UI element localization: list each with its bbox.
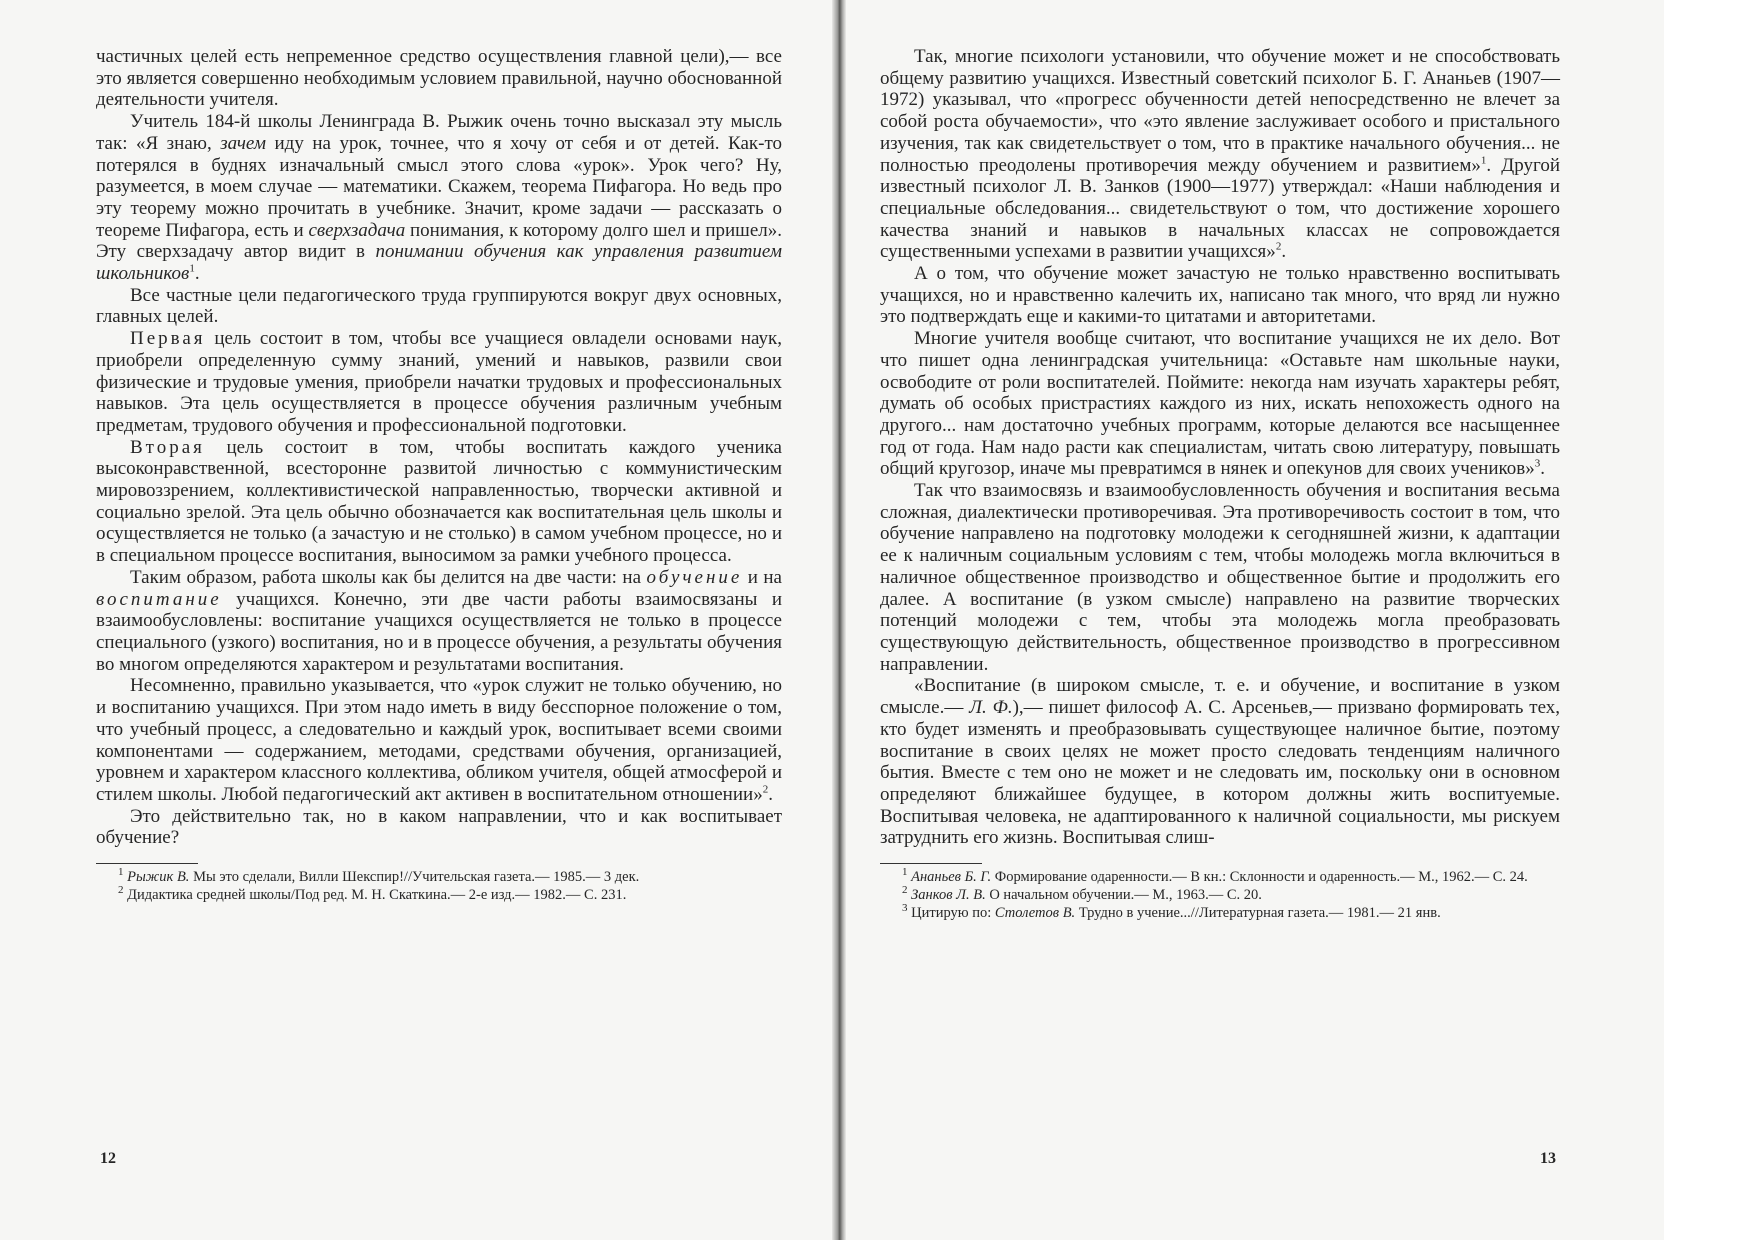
footnote-1 <box>96 868 782 886</box>
right-paragraph-5 <box>880 675 1560 849</box>
text: понимания, к которому долго шел и пришел». Эту сверхзадачу автор видит в <box>96 219 782 263</box>
footnote-1 <box>880 868 1560 886</box>
right-paragraph-1 <box>880 46 1560 263</box>
text: иду на урок, точнее, что я хочу от себя и от детей. Как-то потерялся в буднях изначальный смысл этого слова «урок». Урок чего? Ну, разумеется, в моем случае — математики. Скажем, теорема Пифагора. Но ведь про эту теорему можно прочитать в учебнике. Значит, кроме задачи — рассказать о теореме Пифагора, есть и <box>96 132 783 241</box>
footnote-2 <box>880 886 1560 904</box>
text: учащихся. Конечно, эти две части работы взаимосвязаны и взаимообусловлены: воспитание учащихся осуществляется не только в процессе специального (узкого) воспитания, но и в процессе обучения, а результаты обучения во многом определяются характером и результатами воспитания. <box>96 588 782 675</box>
footnote-author: Столетов В. <box>994 905 1076 922</box>
italic-text: воспитание <box>96 588 222 610</box>
footnote-number: 2 <box>902 884 908 897</box>
footnote-ref: 2 <box>762 783 769 796</box>
footnote-author: Ананьев Б. Г. <box>911 869 992 886</box>
footnote-ref: 1 <box>1480 154 1487 167</box>
footnote-text: Трудно в учение...//Литературная газета.— 1981.— 21 янв. <box>1075 905 1441 922</box>
italic-text: понимании обучения как управления развитием школьников <box>96 241 783 285</box>
page-number-right: 13 <box>1540 1150 1556 1167</box>
text: ),— пишет философ А. С. Арсеньев,— призвано формировать тех, кто будет изменять и преобразовывать существующее наличное бытие, поэтому воспитание в своих целях не может просто следовать тенденциям наличного бытия. Вместе с тем оно не может и не следовать им, поскольку они в основном определяют ближайшее будущее, в котором должны жить воспитуемые. Воспитывая человека, не адаптированного к наличной социальности, мы рискуем затруднить его жизнь. Воспитывая слиш- <box>880 697 1560 849</box>
text: Таким образом, работа школы как бы делится на две части: на <box>130 566 647 588</box>
italic-text: сверхзадача <box>308 219 406 241</box>
text: Многие учителя вообще считают, что воспитание учащихся не их дело. Вот что пишет одна ленинградская учительница: «Оставьте нам школьные науки, освободите от роли воспитателей. Поймите: некогда нам изучать характеры ребят, думать об особых пристрастиях каждого из них, искать непохожесть одного на другого... нам достаточно учебных программ, которые делаются все насыщеннее год от года. Нам надо расти как специалистам, читать свою литературу, повышать общий кругозор, иначе мы превратимся в нянек и опекунов для своих учеников» <box>880 328 1560 480</box>
footnote-2 <box>96 886 782 904</box>
left-footnotes <box>96 863 782 904</box>
footnote-text: Дидактика средней школы/Под ред. М. Н. Скаткина.— 2-е изд.— 1982.— С. 231. <box>123 887 627 904</box>
left-paragraph-5 <box>96 437 782 567</box>
text: Это действительно так, но в каком направлении, что и как воспитывает обучение? <box>96 805 782 849</box>
right-page <box>880 46 1560 922</box>
text: . Другой известный психолог Л. В. Занков (1900—1977) утверждал: «Наши наблюдения и специальные обследования... свидетельствуют о том, что достижение хорошего качества знаний и навыков в начальных классах не сопровождается существенными успехами в развитии учащихся» <box>880 154 1560 263</box>
footnote-ref: 1 <box>189 262 195 275</box>
book-gutter <box>832 0 846 1240</box>
footnote-number: 1 <box>118 866 124 879</box>
left-paragraph-1 <box>96 46 782 111</box>
spaced-text: Первая <box>130 328 206 350</box>
left-paragraph-2 <box>96 111 782 285</box>
italic-text: Л. Ф. <box>969 697 1013 719</box>
italic-text: обучение <box>646 566 743 588</box>
footnote-ref: 2 <box>1275 241 1282 253</box>
left-page <box>96 46 782 904</box>
left-paragraph-4 <box>96 328 782 437</box>
right-paragraph-2 <box>880 263 1560 328</box>
footnote-number: 2 <box>118 884 124 897</box>
text: Так, многие психологи установили, что обучение может и не способствовать общему развитию учащихся. Известный советский психолог Б. Г. Ананьев (1907—1972) указывал, что «прогресс обученности детей непосредственно не влечет за собой роста обучаемости», что «это явление заслуживает особого и пристального изучения, так как свидетельствует о том, что в практике начального обучения... не полностью преодолены противоречия между обучением и развитием» <box>880 46 1560 176</box>
text: Несомненно, правильно указывается, что «урок служит не только обучению, но и воспитанию учащихся. При этом надо иметь в виду бесспорное положение о том, что учебный процесс, а следовательно и каждый урок, воспитывает всеми своими компонентами — содержанием, методами, средствами обучения, организацией, уровнем и характером классного коллектива, обликом учителя, общей атмосферой и стилем школы. Любой педагогический акт активен в воспитательном отношении» <box>96 675 782 805</box>
spaced-text: Вторая <box>130 436 205 458</box>
footnote-3 <box>880 904 1560 922</box>
footnote-number: 1 <box>902 866 908 879</box>
left-paragraph-7 <box>96 675 782 805</box>
text: «Воспитание (в широком смысле, т. е. и обучение, и воспитание в узком смысле.— <box>880 675 1560 719</box>
text: цель состоит в том, чтобы все учащиеся овладели основами наук, приобрели определенную сумму знаний, умений и навыков, развили свои физические и трудовые умения, приобрели начатки трудовых и профессиональных навыков. Эта цель осуществляется в процессе обучения различным учебным предметам, трудового обучения и профессиональной подготовки. <box>96 328 782 436</box>
footnote-author: Занков Л. В. <box>911 887 986 904</box>
text: частичных целей есть непременное средство осуществления главной цели),— все это является совершенно необходимым условием правильной, научно обоснованной деятельности учителя. <box>96 46 782 111</box>
text: . <box>1540 458 1546 480</box>
text: . <box>768 783 773 805</box>
right-paragraph-4 <box>880 480 1560 675</box>
left-paragraph-8 <box>96 806 782 849</box>
text: . <box>1281 241 1287 263</box>
left-paragraph-6 <box>96 567 782 676</box>
footnote-author: Рыжик В. <box>127 869 190 886</box>
page-number-left: 12 <box>100 1150 116 1167</box>
footnote-text: О начальном обучении.— М., 1963.— С. 20. <box>985 887 1262 904</box>
footnote-ref: 3 <box>1534 458 1541 471</box>
footnote-number: 3 <box>902 902 908 915</box>
footnote-text: Мы это сделали, Вилли Шекспир!//Учительская газета.— 1985.— 3 дек. <box>189 869 640 886</box>
text: . <box>194 263 200 285</box>
left-paragraph-3 <box>96 285 782 328</box>
footnote-text: Цитирую по: <box>907 905 995 922</box>
right-paragraph-3 <box>880 328 1560 480</box>
text: Все частные цели педагогического труда группируются вокруг двух основных, главных целей. <box>96 284 782 328</box>
text: Так что взаимосвязь и взаимообусловленность обучения и воспитания весьма сложная, диалектически противоречивая. Эта противоречивость состоит в том, что обучение направлено на подготовку молодежи к сегодняшней жизни, к адаптации ее к наличным социальным условиям с тем, чтобы молодежь могла включиться в наличное общественное производство и общественное бытие и продолжить его далее. А воспитание (в узком смысле) направлено на развитие творческих потенций молодежи с тем, чтобы эта молодежь могла преобразовать существующую действительность, общественное производство в прогрессивном направлении. <box>880 480 1560 675</box>
italic-text: зачем <box>220 132 267 154</box>
footnote-divider <box>96 863 198 864</box>
text: цель состоит в том, чтобы воспитать каждого ученика высоконравственной, всесторонне развитой личностью с коммунистическим мировоззрением, коллективистической направленностью, творчески активной и социально зрелой. Эта цель обычно обозначается как воспитательная цель школы и осуществляется не только (а зачастую и не столько) в самом учебном процессе, но и в специальном процессе воспитания, выносимом за рамки учебного процесса. <box>96 436 782 567</box>
footnote-text: Формирование одаренности.— В кн.: Склонности и одаренность.— М., 1962.— С. 24. <box>991 869 1528 886</box>
text: Учитель 184-й школы Ленинграда В. Рыжик очень точно высказал эту мысль так: «Я знаю, <box>96 111 782 154</box>
right-footnotes <box>880 863 1560 922</box>
text: и на <box>742 566 782 588</box>
footnote-divider <box>880 863 982 864</box>
text: А о том, что обучение может зачастую не только нравственно воспитывать учащихся, но и нравственно калечить их, написано так много, что вряд ли нужно это подтверждать еще и какими-то цитатами и авторитетами. <box>880 263 1560 328</box>
